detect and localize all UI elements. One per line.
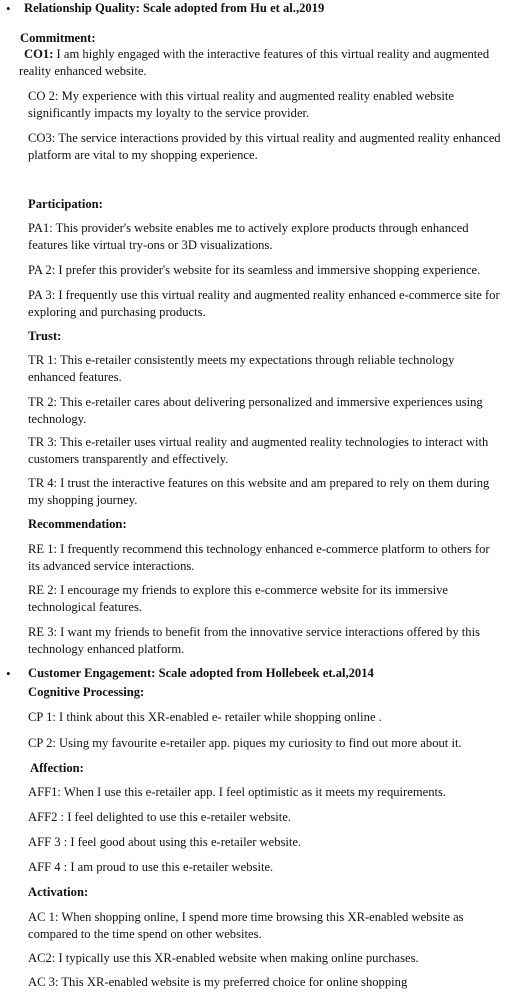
item-re2 bbox=[28, 582, 448, 616]
item-text: platform are vital to my shopping experience. bbox=[28, 148, 258, 162]
item-text: customers transparently and effectively. bbox=[28, 452, 229, 466]
item-tr3 bbox=[28, 434, 488, 468]
item-text: AC2: I typically use this XR-enabled website when making online purchases. bbox=[28, 951, 419, 965]
item-text: CO3: The service interactions provided by this virtual reality and augmented reality enhanced bbox=[28, 131, 501, 145]
bullet-marker: • bbox=[6, 666, 11, 681]
item-cp2 bbox=[28, 735, 462, 752]
item-text: AFF2 : I feel delighted to use this e-retailer website. bbox=[28, 810, 291, 824]
item-text: technology enhanced platform. bbox=[28, 642, 185, 656]
item-ac1 bbox=[28, 909, 464, 943]
item-tr4 bbox=[28, 475, 489, 509]
item-pa1 bbox=[28, 220, 469, 254]
item-text: reality enhanced website. bbox=[19, 64, 147, 78]
item-text: RE 1: I frequently recommend this technology enhanced e-commerce platform to others for bbox=[28, 542, 490, 556]
item-co3 bbox=[28, 130, 501, 164]
item-text: significantly impacts my loyalty to the service provider. bbox=[28, 106, 310, 120]
item-text: PA1: This provider's website enables me to actively explore products through enhanced bbox=[28, 221, 469, 235]
item-text: my shopping journey. bbox=[28, 493, 138, 507]
item-text: CO 2: My experience with this virtual reality and augmented reality enabled website bbox=[28, 89, 454, 103]
item-text: I am highly engaged with the interactive features of this virtual reality and augmented bbox=[56, 47, 490, 61]
item-tr1 bbox=[28, 352, 454, 386]
item-text: CP 2: Using my favourite e-retailer app. piques my curiosity to find out more about it. bbox=[28, 736, 462, 750]
subheading-participation: Participation: bbox=[28, 197, 103, 211]
item-text: AFF 3 : I feel good about using this e-retailer website. bbox=[28, 835, 302, 849]
subheading-activation: Activation: bbox=[28, 885, 89, 899]
item-text: AC 3: This XR-enabled website is my preferred choice for online shopping bbox=[28, 975, 408, 989]
item-text: RE 3: I want my friends to benefit from the innovative service interactions offered by this bbox=[28, 625, 480, 639]
item-co2 bbox=[28, 88, 454, 122]
item-text: AFF1: When I use this e-retailer app. I feel optimistic as it meets my requirements. bbox=[28, 785, 447, 799]
section-heading-relationship-quality: Relationship Quality: Scale adopted from Hu et al.,2019 bbox=[24, 1, 325, 15]
item-text: TR 2: This e-retailer cares about delivering personalized and immersive experiences using bbox=[28, 395, 483, 409]
bullet-marker: • bbox=[6, 1, 11, 16]
item-text: AFF 4 : I am proud to use this e-retailer website. bbox=[28, 860, 274, 874]
item-text: TR 4: I trust the interactive features on this website and am prepared to rely on them during bbox=[28, 476, 490, 490]
item-text: TR 3: This e-retailer uses virtual reality and augmented reality technologies to interact with bbox=[28, 435, 489, 449]
item-text: PA 2: I prefer this provider's website for its seamless and immersive shopping experience. bbox=[28, 263, 481, 277]
section-heading-customer-engagement: Customer Engagement: Scale adopted from Hollebeek et.al,2014 bbox=[28, 666, 374, 680]
item-aff2 bbox=[28, 809, 291, 826]
subheading-trust: Trust: bbox=[28, 329, 62, 343]
item-tr2 bbox=[28, 394, 483, 428]
item-re3 bbox=[28, 624, 480, 658]
item-text: PA 3: I frequently use this virtual reality and augmented reality enhanced e-commerce site for bbox=[28, 288, 500, 302]
item-ac2 bbox=[28, 950, 419, 967]
item-text: technological features. bbox=[28, 600, 142, 614]
item-text: exploring and purchasing products. bbox=[28, 305, 206, 319]
item-text: enhanced features. bbox=[28, 370, 122, 384]
item-ac3 bbox=[28, 974, 407, 991]
item-co1-continued bbox=[19, 63, 147, 80]
item-aff1 bbox=[28, 784, 446, 801]
subheading-affection: Affection: bbox=[30, 761, 84, 775]
item-text: AC 1: When shopping online, I spend more time browsing this XR-enabled website as bbox=[28, 910, 464, 924]
item-text: compared to the time spend on other websites. bbox=[28, 927, 262, 941]
subheading-cognitive-processing: Cognitive Processing: bbox=[28, 685, 145, 699]
item-code: CO1: bbox=[24, 47, 54, 61]
item-text: its advanced service interactions. bbox=[28, 559, 195, 573]
subheading-recommendation: Recommendation: bbox=[28, 517, 127, 531]
item-text: RE 2: I encourage my friends to explore this e-commerce website for its immersive bbox=[28, 583, 449, 597]
item-text: technology. bbox=[28, 412, 87, 426]
item-text: CP 1: I think about this XR-enabled e- retailer while shopping online . bbox=[28, 710, 382, 724]
item-text: features like virtual try-ons or 3D visualizations. bbox=[28, 238, 273, 252]
item-pa3 bbox=[28, 287, 500, 321]
item-re1 bbox=[28, 541, 490, 575]
item-co1 bbox=[24, 46, 489, 63]
item-cp1 bbox=[28, 709, 382, 726]
subheading-commitment: Commitment: bbox=[20, 31, 96, 45]
item-aff4 bbox=[28, 859, 273, 876]
item-text: TR 1: This e-retailer consistently meets my expectations through reliable technology bbox=[28, 353, 455, 367]
item-aff3 bbox=[28, 834, 301, 851]
item-pa2 bbox=[28, 262, 480, 279]
